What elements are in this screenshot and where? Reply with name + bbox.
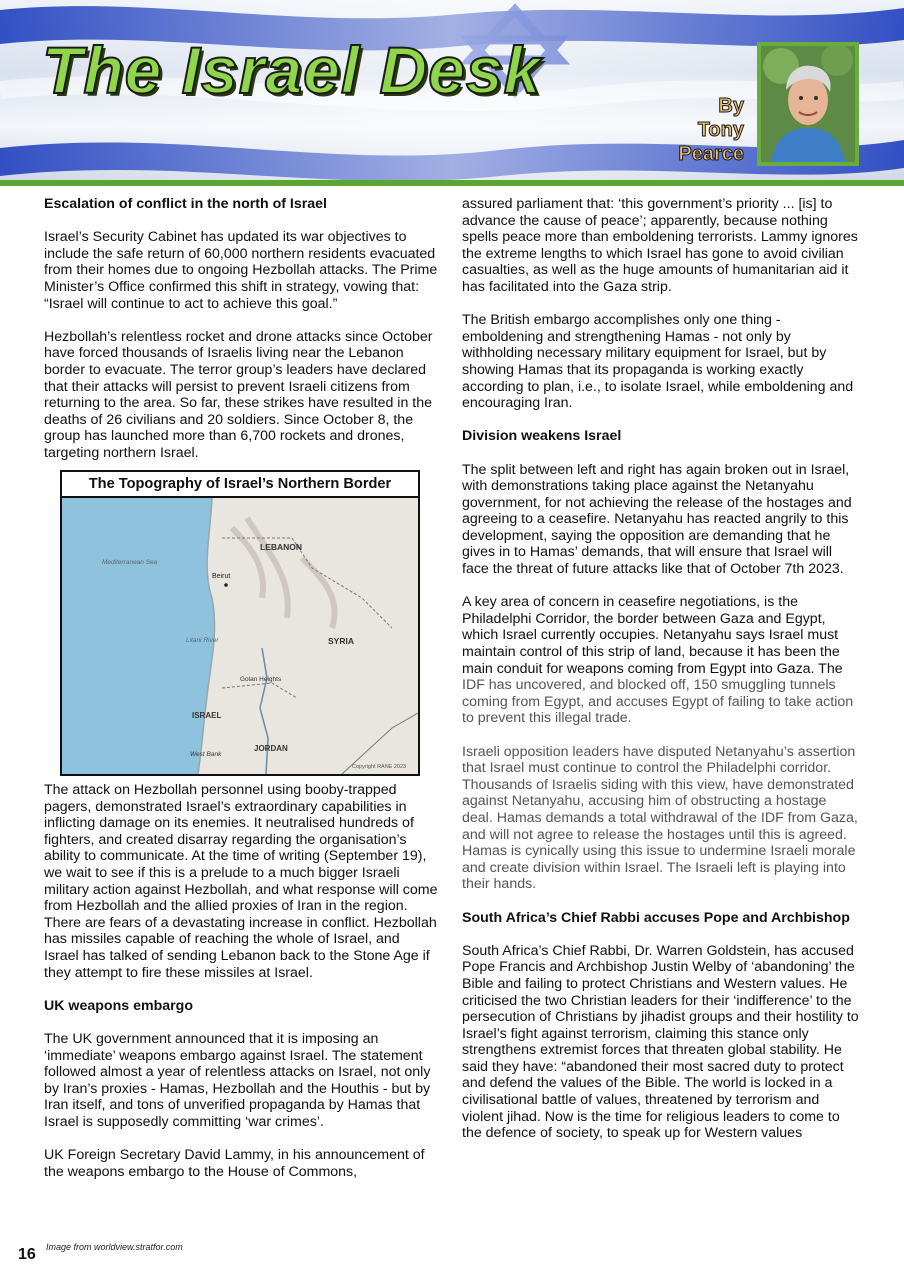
paragraph: Israeli opposition leaders have disputed Netanyahu’s assertion that Israel must continue to control the Philadelphi corridor. Thousands of Israelis siding with this view, have demonstrated against Netanyahu, accusing him of obstructing a hostage deal. Hamas demands a total withdrawal of the IDF from Gaza, and will not agree to release the hostages until this is agreed. Hamas is cynically using this issue to undermine Israeli morale and create division within Israel. The Israeli left is playing into their hands. [462, 743, 858, 893]
map-label-syria: SYRIA [328, 636, 354, 647]
section-heading-south-africa: South Africa’s Chief Rabbi accuses Pope and Archbishop [462, 909, 850, 926]
paragraph: The British embargo accomplishes only one thing - emboldening and strengthening Hamas - not only by withholding necessary military equipment for Israel, but by showing Hamas that its propaganda is working exactly according to plan, i.e., to isolate Israel, while emboldening and encouraging Iran. [462, 312, 854, 412]
map-label-beirut: Beirut [212, 573, 231, 581]
section-heading-escalation: Escalation of conflict in the north of Israel [44, 196, 327, 212]
page-number: 16 [18, 1246, 36, 1263]
left-column [44, 196, 438, 1197]
section-heading-uk-embargo: UK weapons embargo [44, 997, 193, 1014]
section-heading-division: Division weakens Israel [462, 428, 622, 445]
byline-by: By [718, 95, 744, 117]
beirut-marker [224, 583, 228, 587]
paragraph: The split between left and right has again broken out in Israel, with demonstrations taking place against the Netanyahu government, for not achieving the release of the hostages and agreeing to a ceasefire. Netanyahu has reacted angrily to this development, saying the opposition are demanding that he gives in to Hamas’ demands, that will ensure that Israel will face the threat of future attacks like that of October 7th 2023. [462, 461, 852, 578]
page-title: The Israel Desk [42, 33, 542, 107]
right-column [462, 196, 860, 1158]
map-label-golan: Golan Heights [240, 676, 282, 684]
map-image [62, 498, 418, 774]
map-label-sea: Mediterranean Sea [102, 559, 158, 567]
paragraph-part: A key area of concern in ceasefire negotiations, is the Philadelphi Corridor, the border between Gaza and Egypt, which Israel currently occupies. Netanyahu says Israel must maintain control of this strip of land, because it has been the main conduit for weapons coming from Egypt into Gaza. The [462, 594, 843, 677]
map-label-israel: ISRAEL [192, 711, 222, 721]
header-banner [0, 0, 904, 180]
image-credit: Image from worldview.stratfor.com [46, 1242, 183, 1252]
map-copyright: Copyright RANE 2023 [352, 764, 407, 771]
paragraph: The UK government announced that it is imposing an ‘immediate’ weapons embargo against Israel. The statement followed almost a year of relentless attacks on Israel, not only by Iran’s proxies - Hamas, Hezbollah and the Houthis - but by Iran itself, and tons of unverified propaganda by Hamas that Israel is supposedly committing ‘war crimes’. [44, 1031, 431, 1130]
header-rule [0, 180, 904, 186]
sea-area [62, 498, 215, 774]
paragraph: UK Foreign Secretary David Lammy, in his announcement of the weapons embargo to the House of Commons, [44, 1147, 425, 1180]
map-title: The Topography of Israel’s Northern Border [62, 472, 418, 498]
map-label-jordan: JORDAN [254, 744, 288, 754]
byline-last-name: Pearce [678, 143, 744, 165]
paragraph: South Africa’s Chief Rabbi, Dr. Warren Goldstein, has accused Pope Francis and Archbishop Justin Welby of ‘abandoning’ the Bible and failing to protect Christians and Western values. He criticised the two Christian leaders for their ‘indifference’ to the persecution of Christians by jihadist groups and their hostility to Israel’s fight against terrorism, claiming this stance only strengthens extremist forces that threaten global stability. He said they have: “abandoned their most sacred duty to protect and defend the values of the Bible. The world is locked in a civilisational battle of values, threatened by terrorism and violent jihad. Now is the time for religious leaders to come to the defence of society, to speak up for Western values [462, 942, 859, 1142]
map-label-westbank: West Bank [190, 751, 222, 759]
paragraph-part-grey: IDF has uncovered, and blocked off, 150 smuggling tunnels coming from Egypt, and accuses Egypt of failing to take action to prevent this illegal trade. [462, 677, 854, 727]
map-label-lebanon: LEBANON [260, 542, 303, 553]
paragraph: assured parliament that: ‘this government’s priority ... [is] to advance the cause of peace’; apparently, because nothing spells peace more than emboldening terrorists. Lammy ignores the extreme lengths to which Israel has gone to avoid civilian casualties, as well as the huge amounts of humanitarian aid it has facilitated into the Gaza strip. [462, 196, 858, 295]
author-byline [678, 94, 744, 166]
map-label-litani: Litani River [186, 637, 219, 645]
author-portrait [757, 42, 859, 166]
author-portrait-image [761, 46, 855, 162]
topography-map [60, 470, 420, 776]
paragraph: The attack on Hezbollah personnel using booby-trapped pagers, demonstrated Israel’s extraordinary capabilities in inflicting damage on its enemies. It neutralised hundreds of fighters, and created disarray regarding the organisation’s ability to communicate. At the time of writing (September 19), we wait to see if this is a prelude to a much bigger Israeli military action against Hezbollah, and what response will come from Hezbollah and the allied proxies of Iran in the region. There are fears of a devastating increase in conflict. Hezbollah has missiles capable of reaching the whole of Israel, and Israel has talked of sending Lebanon back to the Stone Age if they attempt to fire these missiles at Israel. [44, 782, 438, 981]
byline-first-name: Tony [697, 119, 744, 141]
paragraph: Hezbollah’s relentless rocket and drone attacks since October have forced thousands of Israelis living near the Lebanon border to evacuate. The terror group’s leaders have declared that their attacks will persist to prevent Israeli citizens from returning to the area. So far, these strikes have resulted in the deaths of 26 civilians and 20 soldiers. Since October 8, the group has launched more than 6,700 rockets and drones, targeting northern Israel. [44, 328, 433, 461]
paragraph: Israel’s Security Cabinet has updated its war objectives to include the safe return of 60,000 northern residents evacuated from their homes due to ongoing Hezbollah attacks. The Prime Minister’s Office confirmed this shift in strategy, vowing that: “Israel will continue to act to achieve this goal.” [44, 229, 438, 312]
paragraph [462, 594, 860, 727]
